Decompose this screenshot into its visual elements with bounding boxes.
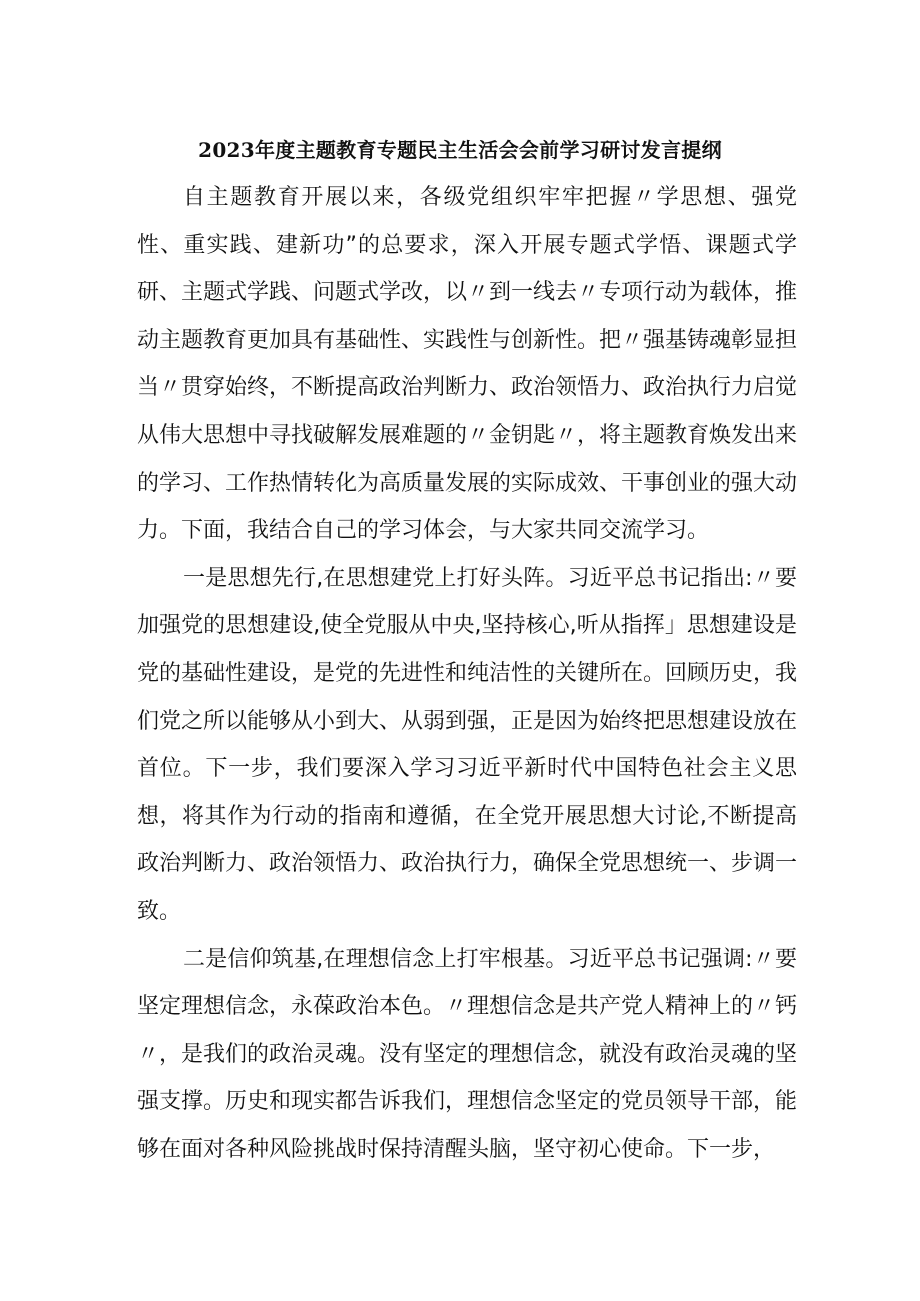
- paragraph-thought-first: 一是思想先行,在思想建党上打好头阵。习近平总书记指出:〃要加强党的思想建设,使全党服从中央,坚持核心,听从指挥」思想建设是党的基础性建设，是党的先进性和纯洁性的关键所在。回顾历史，我们党之所以能够从小到大、从弱到强，正是因为始终把思想建设放在首位。下一步，我们要深入学习习近平新时代中国特色社会主义思想，将其作为行动的指南和遵循，在全党开展思想大讨论,不断提高政治判断力、政治领悟力、政治执行力，确保全党思想统一、步调一致。: [137, 565, 798, 924]
- document-title: 2023年度主题教育专题民主生活会会前学习研讨发言提纲: [198, 138, 722, 162]
- paragraph-faith-foundation: 二是信仰筑基,在理想信念上打牢根基。习近平总书记强调:〃要坚定理想信念，永葆政治本色。〃理想信念是共产党人精神上的〃钙〃，是我们的政治灵魂。没有坚定的理想信念，就没有政治灵魂的坚强支撑。历史和现实都告诉我们，理想信念坚定的党员领导干部，能够在面对各种风险挑战时保持清醒头脑，坚守初心使命。下一步，: [137, 946, 798, 1162]
- paragraph-intro: 自主题教育开展以来，各级党组织牢牢把握〃学思想、强党性、重实践、建新功”的总要求，深入开展专题式学悟、课题式学研、主题式学践、问题式学改，以〃到一线去〃专项行动为载体，推动主题教育更加具有基础性、实践性与创新性。把〃强基铸魂彰显担当〃贯穿始终，不断提高政治判断力、政治领悟力、政治执行力启觉从伟大思想中寻找破解发展难题的〃金钥匙〃，将主题教育焕发出来的学习、工作热情转化为高质量发展的实际成效、干事创业的强大动力。下面，我结合自己的学习体会，与大家共同交流学习。: [137, 185, 798, 544]
- document-body: [137, 174, 797, 1173]
